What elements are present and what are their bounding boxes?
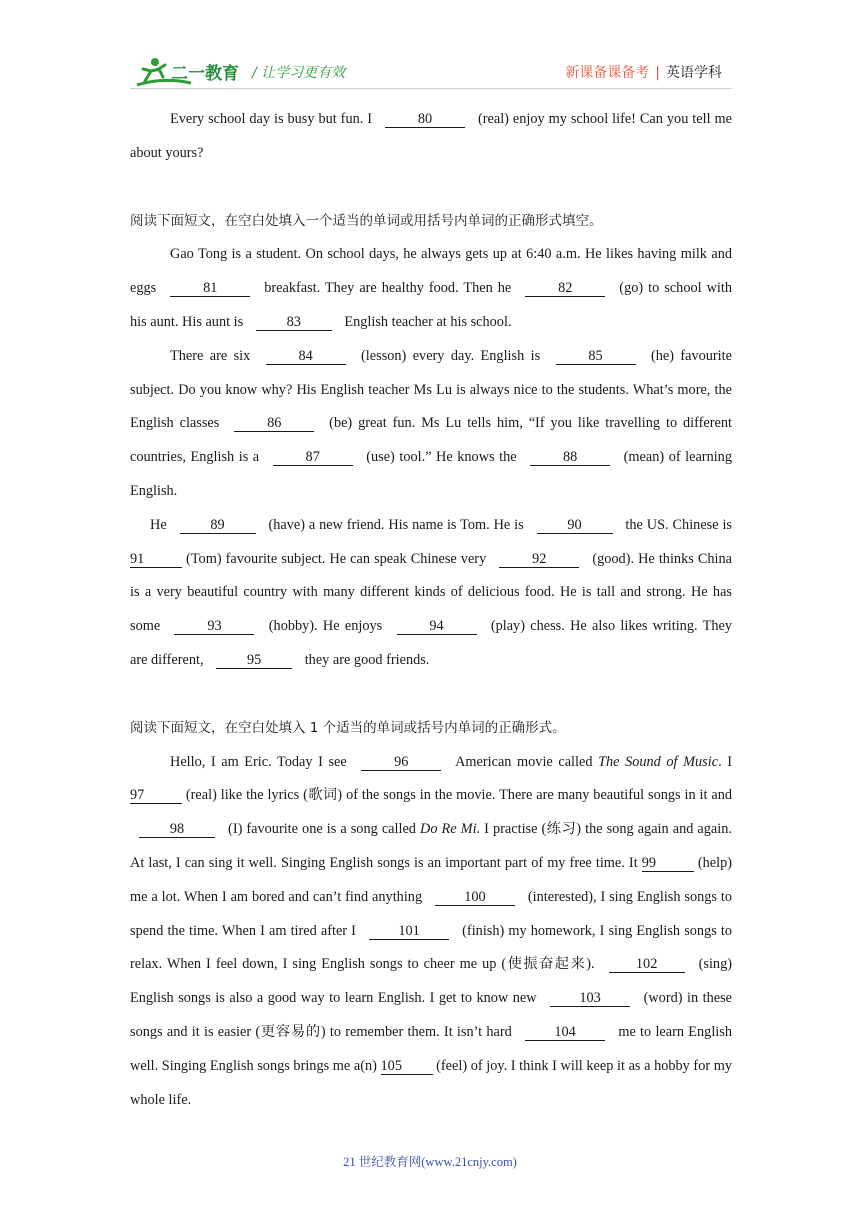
blank-97[interactable]: 97 <box>130 787 182 804</box>
header-separator: | <box>655 65 660 81</box>
blank-90[interactable]: 90 <box>537 517 613 534</box>
blank-94[interactable]: 94 <box>397 618 477 635</box>
blank-87[interactable]: 87 <box>273 449 353 466</box>
blank-105[interactable]: 105 <box>381 1058 433 1075</box>
logo-text: 二一教育 <box>171 64 239 84</box>
blank-80[interactable]: 80 <box>385 111 465 128</box>
blank-83[interactable]: 83 <box>256 314 332 331</box>
blank-96[interactable]: 96 <box>361 754 441 771</box>
blank-104[interactable]: 104 <box>525 1024 605 1041</box>
blank-89[interactable]: 89 <box>180 517 256 534</box>
blank-92[interactable]: 92 <box>499 551 579 568</box>
movie-title: The Sound of Music <box>598 753 719 770</box>
blank-101[interactable]: 101 <box>369 923 449 940</box>
section2-paragraph-1: Hello, I am Eric. Today I see 96 American movie called The Sound of Music. I 97 (real) like the lyrics (歌词) of the songs in the movie. There are many beautiful songs in it and 98 (I) favourite one is a song called Do Re Mi. I practise (练习) the song again and again. At last, I can sing it well. Singing English songs is an important part of my free time. It 99 (help) me a lot. When I am bored and can’t find anything 100 (interested), I sing English songs to spend the time. When I am tired after I 101 (finish) my homework, I sing English songs to relax. When I feel down, I sing English songs to cheer me up (使振奋起来). 102 (sing) English songs is also a good way to learn English. I get to know new 103 (word) in these songs and it is easier (更容易的) to remember them. It isn’t hard 104 me to learn English well. Singing English songs brings me a(n) 105 (feel) of joy. I think I will keep it as a hobby for my whole life. <box>130 753 732 1108</box>
page-footer: 21 世纪教育网(www.21cnjy.com) <box>343 1155 517 1169</box>
section1-paragraph-1: Gao Tong is a student. On school days, he always gets up at 6:40 a.m. He likes having milk and eggs 81 breakfast. They are healthy food. Then he 82 (go) to school with his aunt. His aunt is 83 English teacher at his school. <box>130 246 733 330</box>
blank-88[interactable]: 88 <box>530 449 610 466</box>
blank-98[interactable]: 98 <box>139 821 215 838</box>
blank-82[interactable]: 82 <box>525 280 605 297</box>
section1-paragraph-3: He 89 (have) a new friend. His name is Tom. He is 90 the US. Chinese is 91 (Tom) favourite subject. He can speak Chinese very 92 (good). He thinks China is a very beautiful country with many different kinds of delicious food. He is tall and strong. He has some 93 (hobby). He enjoys 94 (play) chess. He also likes writing. They are different, 95 they are good friends. <box>130 516 732 668</box>
page-header <box>0 0 860 95</box>
document-body <box>130 103 732 1117</box>
header-subject <box>565 62 722 82</box>
header-divider <box>130 88 732 89</box>
header-slogan: / 让学习更有效 <box>252 65 346 81</box>
header-course-label: 新课备课备考 <box>565 65 650 81</box>
blank-95[interactable]: 95 <box>216 652 292 669</box>
header-subject-label: 英语学科 <box>666 65 722 81</box>
blank-84[interactable]: 84 <box>266 348 346 365</box>
section2-instruction: 阅读下面短文，在空白处填入 1 个适当的单词或括号内单词的正确形式。 <box>130 719 566 736</box>
blank-100[interactable]: 100 <box>435 889 515 906</box>
blank-81[interactable]: 81 <box>170 280 250 297</box>
blank-103[interactable]: 103 <box>550 990 630 1007</box>
blank-99[interactable]: 99 <box>642 855 694 872</box>
blank-91[interactable]: 91 <box>130 551 182 568</box>
brand-logo <box>133 55 248 89</box>
blank-102[interactable]: 102 <box>609 956 685 973</box>
section1-instruction: 阅读下面短文，在空白处填入一个适当的单词或用括号内单词的正确形式填空。 <box>130 212 603 229</box>
blank-85[interactable]: 85 <box>556 348 636 365</box>
blank-86[interactable]: 86 <box>234 415 314 432</box>
section1-paragraph-2: There are six 84 (lesson) every day. English is 85 (he) favourite subject. Do you know why? His English teacher Ms Lu is always nice to the students. What’s more, the English classes 86 (be) great fun. Ms Lu tells him, “If you like travelling to different countries, English is a 87 (use) tool.” He knows the 88 (mean) of learning English. <box>130 347 732 499</box>
intro-paragraph: Every school day is busy but fun. I 80 (real) enjoy my school life! Can you tell me about yours? <box>130 111 732 161</box>
blank-93[interactable]: 93 <box>174 618 254 635</box>
song-title: Do Re Mi <box>420 821 477 838</box>
